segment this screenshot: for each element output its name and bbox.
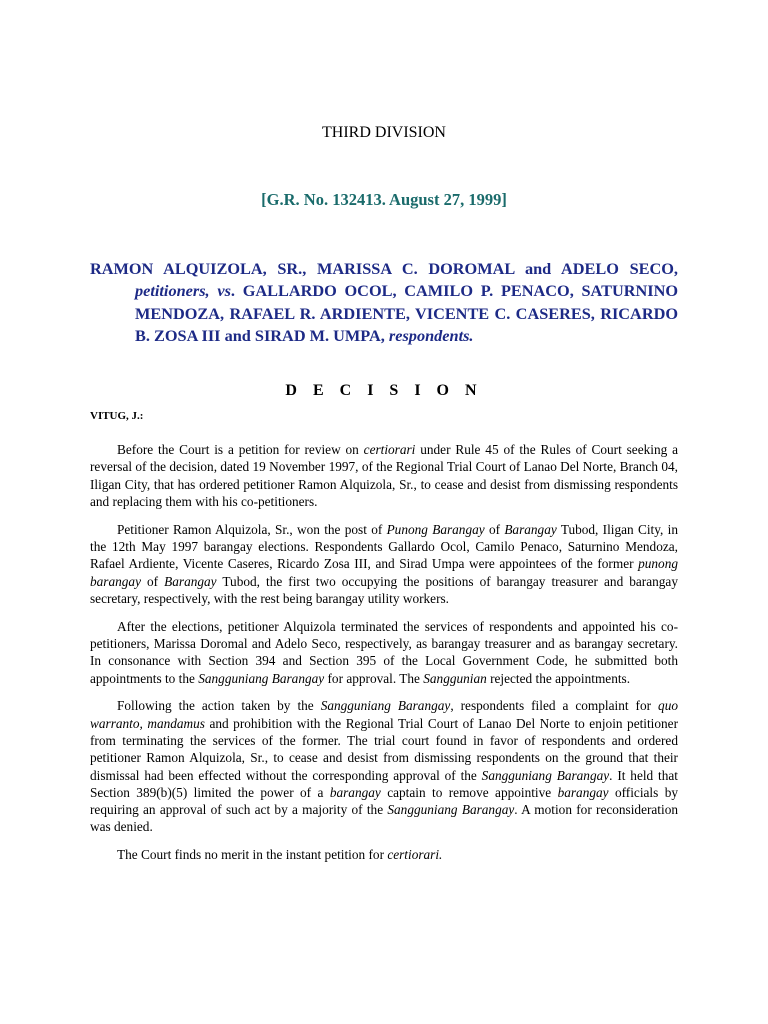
paragraph-2 <box>90 521 678 607</box>
text-run: Petitioner Ramon Alquizola, Sr., won the post of <box>117 521 387 537</box>
respondents-label: respondents. <box>384 325 474 345</box>
text-run: Tubod, the first two occupying the positions of barangay treasurer and barangay secretary, respectively, with the rest being barangay utility workers. <box>90 573 678 606</box>
text-run: The Court finds no merit in the instant petition for <box>117 847 388 863</box>
italic-run: punong barangay <box>90 556 678 589</box>
text-run: , respondents filed a complaint for <box>450 698 659 714</box>
text-run: After the elections, petitioner Alquizola terminated the services of respondents and appointed his co-petitioners, Marissa Doromal and Adelo Seco, respectively, as barangay treasurer and as barangay secretary. In consonance with Section 394 and Section 395 of the Local Government Code, he submitted both appointments to the <box>90 618 678 686</box>
text-run: . A motion for reconsideration was denied. <box>90 802 678 835</box>
case-caption <box>90 258 678 347</box>
italic-run: barangay <box>557 784 609 800</box>
text-run: of <box>140 573 165 589</box>
italic-run: certiorari. <box>387 847 443 863</box>
italic-run: Sangguniang Barangay <box>320 698 451 714</box>
italic-run: quo warranto, mandamus <box>90 698 678 731</box>
italic-run: Sangguniang Barangay <box>387 802 515 818</box>
text-run: and prohibition with the Regional Trial Court of Lanao Del Norte to enjoin petitioner from terminating the services of the former. The trial court found in favor of respondents and ordered petitioner Ramon Alquizola, Sr., to cease and desist from dismissing respondents on the ground that their dismissal had been effected without the corresponding approval of the <box>90 715 679 783</box>
italic-run: barangay <box>329 784 381 800</box>
text-run: . It held that Section 389(b)(5) limited the power of a <box>90 767 678 800</box>
text-run: for approval. The <box>324 670 424 686</box>
text-run: rejected the appointments. <box>486 670 631 686</box>
italic-run: Barangay <box>164 573 217 589</box>
decision-body <box>90 441 678 874</box>
text-run: officials by requiring an approval of such act by a majority of the <box>90 784 678 818</box>
text-run: Before the Court is a petition for review on <box>117 442 364 457</box>
paragraph-4 <box>90 697 678 835</box>
case-number: [G.R. No. 132413. August 27, 1999] <box>261 190 507 209</box>
text-run: of <box>484 521 505 537</box>
respondents-names: . GALLARDO OCOL, CAMILO P. PENACO, SATURNINO MENDOZA, RAFAEL R. ARDIENTE, VICENTE C. CASERES, RICARDO B. ZOSA III and SIRAD M. UMPA, <box>135 281 679 345</box>
division-heading: THIRD DIVISION <box>322 124 446 141</box>
paragraph-5 <box>90 846 678 863</box>
italic-run: certiorari <box>363 442 416 457</box>
italic-run: Sangguniang Barangay <box>481 767 610 783</box>
text-run: Following the action taken by the <box>117 698 321 714</box>
italic-run: Sanggunian <box>423 670 487 686</box>
petitioners-names: RAMON ALQUIZOLA, SR., MARISSA C. DOROMAL and ADELO SECO, <box>90 259 678 278</box>
text-run: captain to remove appointive <box>380 784 558 800</box>
text-run: Tubod, Iligan City, in the 12th May 1997 barangay elections. Respondents Gallardo Ocol, Camilo Penaco, Saturnino Mendoza, Rafael Ardiente, Vicente Caseres, Ricardo Zosa III, and Sirad Umpa were appointees of the former <box>90 521 678 572</box>
decision-heading: D E C I S I O N <box>285 382 483 399</box>
text-run: under Rule 45 of the Rules of Court seeking a reversal of the decision, dated 19 November 1997, of the Regional Trial Court of Lanao Del Norte, Branch 04, Iligan City, that has ordered petitioner Ramon Alquizola, Sr., to cease and desist from dismissing respondents and replacing them with his co-petitioners. <box>90 442 678 509</box>
ponente: VITUG, J.: <box>90 410 144 422</box>
italic-run: Sangguniang Barangay <box>198 670 325 686</box>
paragraph-1 <box>90 441 678 510</box>
paragraph-3 <box>90 618 678 687</box>
italic-run: Barangay <box>504 521 557 537</box>
italic-run: Punong Barangay <box>386 521 485 537</box>
petitioners-label: petitioners, vs <box>135 281 231 301</box>
